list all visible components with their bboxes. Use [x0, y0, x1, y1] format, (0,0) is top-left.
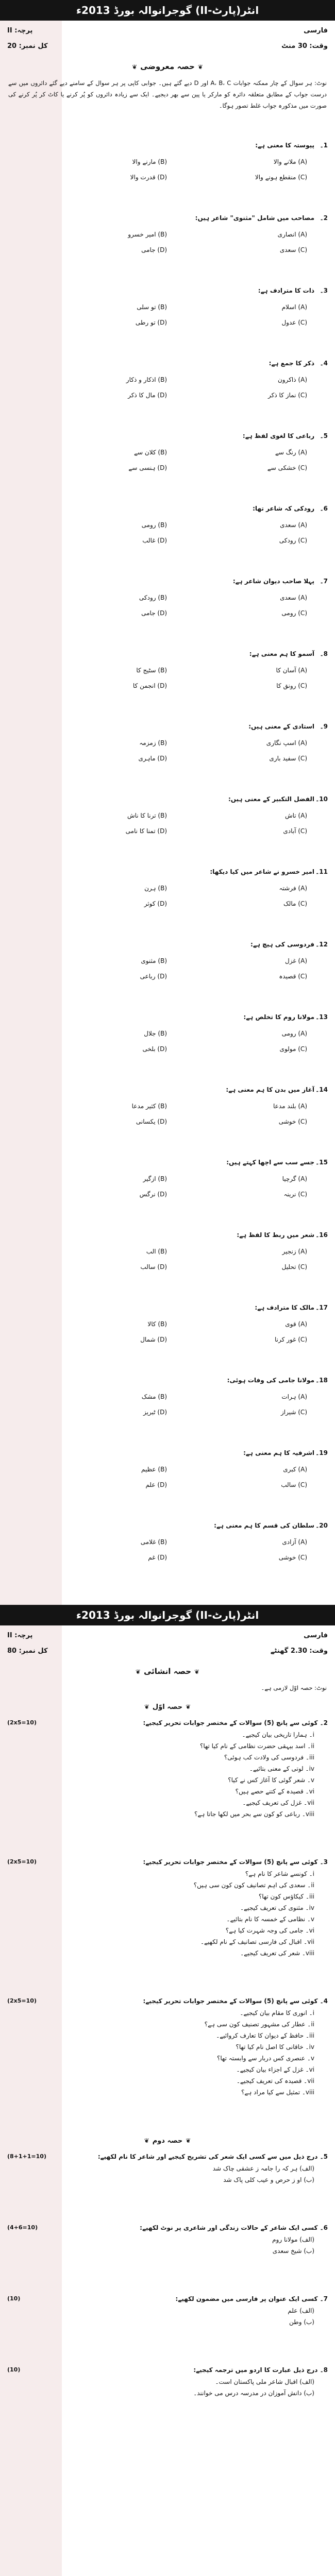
option-d[interactable]: (D) جامی: [141, 246, 167, 253]
option-a[interactable]: (A) فرشتہ: [279, 885, 307, 892]
subjective-banner: انٹر(پارٹ-II) گوجرانوالہ بورڈ 2013ء: [0, 1605, 335, 1625]
sub-question: v۔ نظامی کے خمسہ کا نام بتائیے۔: [226, 1916, 314, 1923]
option-c[interactable]: (C) منقطع ہونے والا: [255, 174, 307, 181]
mcq-question: [7, 941, 328, 1002]
mcq-question: [7, 578, 328, 638]
mcq-question: [7, 505, 328, 566]
long-question-marks: (10): [7, 2366, 21, 2373]
question-text: مولانا روم کا تخلص ہے:: [243, 1013, 314, 1021]
sub-question: (الف) ہر کہ را جامہ ز عشقی چاک شد: [212, 2165, 314, 2172]
option-c[interactable]: (C) رونق کا: [276, 682, 307, 689]
option-c[interactable]: (C) غور کرنا: [275, 1336, 307, 1343]
long-question-marks: (2x5=10): [7, 1719, 37, 1726]
option-d[interactable]: (D) غم: [148, 1554, 167, 1561]
long-question: [7, 2293, 328, 2328]
sub-question: v۔ عنصری کس دربار سے وابستہ تھا؟: [217, 2055, 314, 2062]
long-question-marks: (2x5=10): [7, 1997, 37, 2004]
option-a[interactable]: (A) سعدی: [280, 594, 307, 601]
sub-question: viii۔ شعر کی تعریف کیجیے۔: [240, 1950, 314, 1957]
long-question: [7, 2222, 328, 2257]
subsection-title: ❦ حصہ دوم ❦: [103, 2134, 232, 2147]
option-b[interactable]: (B) جلال: [144, 1030, 167, 1037]
option-d[interactable]: (D) رباعی: [140, 973, 167, 980]
sub-question: (الف) علم: [288, 2307, 314, 2314]
long-question-marks: (4+6=10): [7, 2224, 38, 2231]
option-a[interactable]: (A) ملانے والا: [273, 158, 307, 165]
option-a[interactable]: (A) گرچیا: [282, 1175, 307, 1182]
option-b[interactable]: (B) سٹیج کا: [136, 667, 167, 674]
subjective-subject-row: [7, 1632, 328, 1646]
sub-question: (الف) اقبال شاعر ملی پاکستان است۔: [215, 2378, 314, 2385]
sub-question: vii۔ اقبال کی فارسی تصانیف کے نام لکھیے۔: [200, 1938, 314, 1945]
option-b[interactable]: (B) غلامی: [140, 1538, 167, 1546]
mcq-question: [7, 287, 328, 348]
question-text: جسے سب سے اچھا کہتے ہیں:: [226, 1159, 314, 1166]
option-b[interactable]: (B) تو سلی: [137, 303, 167, 311]
option-d[interactable]: (D) علم: [145, 1481, 167, 1488]
subject-label: فارسی: [304, 27, 328, 35]
mcq-question: [7, 142, 328, 202]
option-a[interactable]: (A) قوی: [285, 1320, 307, 1328]
option-d[interactable]: (D) کوثر: [144, 900, 167, 907]
question-number: 2۔: [320, 214, 328, 222]
question-number: 20۔: [315, 1522, 328, 1529]
sub-question: i۔ ہمارا تاریخی بیان کیجیے۔: [242, 1731, 314, 1738]
question-text: آغاز میں بدن کا ہم معنی ہے:: [226, 1086, 314, 1093]
question-number: 17۔: [315, 1304, 328, 1311]
long-question-text: 5۔ درج ذیل میں سے کسی ایک شعر کی تشریح کیجیے اور شاعر کا نام لکھیے:: [97, 2153, 328, 2160]
long-question-head: [7, 2222, 328, 2234]
long-question-head: [7, 1995, 328, 2007]
long-question-text: 2۔ کوئی سے پانچ (5) سوالات کے مختصر جوابات تحریر کیجیے:: [143, 1719, 328, 1726]
option-d[interactable]: (D) جامی: [141, 609, 167, 617]
sub-question: (الف) مولانا روم: [272, 2236, 314, 2243]
mcq-question: [7, 214, 328, 275]
option-b[interactable]: (B) ترنا کا ناش: [127, 812, 167, 819]
question-number: 8۔: [320, 650, 328, 657]
question-text: آسمو کا ہم معنی ہے:: [249, 650, 314, 657]
option-d[interactable]: (D) ماہری: [138, 755, 167, 762]
option-d[interactable]: (D) انجمن کا: [132, 682, 167, 689]
sub-question: iv۔ لوتی کے معنی بتائیے۔: [249, 1765, 314, 1772]
option-d[interactable]: (D) شمال: [140, 1336, 167, 1343]
question-text: شعر میں ربط کا لفظ ہے:: [237, 1231, 314, 1239]
question-text: استادی کے معنی ہیں:: [248, 723, 314, 730]
marks-label: کل نمبر: 20: [7, 42, 48, 50]
question-number: 9۔: [320, 723, 328, 730]
option-c[interactable]: (C) نرینہ: [283, 1191, 307, 1198]
mcq-question: [7, 795, 328, 856]
option-a[interactable]: (A) رومی: [281, 1030, 307, 1037]
option-b[interactable]: (B) مثنوی: [141, 957, 167, 964]
option-b[interactable]: (B) الب: [146, 1248, 167, 1255]
option-d[interactable]: (D) غالب: [142, 537, 167, 544]
sub-question: viii۔ رباعی کو کون سے بحر میں لکھا جاتا ہے؟: [194, 1810, 314, 1818]
option-a[interactable]: (A) زنجیر: [282, 1248, 307, 1255]
sub-question: vii۔ قصیدہ کی تعریف کیجیے۔: [236, 2077, 314, 2084]
sub-question: (ب) شیخ سعدی: [272, 2247, 314, 2255]
time-label: وقت: 30 منٹ: [281, 42, 328, 50]
long-question-head: [7, 2293, 328, 2305]
time-label-2: وقت: 2.30 گھنٹے: [270, 1647, 328, 1655]
paper-label-2: پرچہ: II: [7, 1632, 33, 1639]
option-a[interactable]: (A) انصاری: [277, 231, 307, 238]
mcq-question: [7, 1304, 328, 1365]
sub-question: iv۔ خاقانی کا اصل نام کیا تھا؟: [236, 2043, 314, 2050]
question-text: سلطان کی قسم کا ہم معنی ہے:: [214, 1522, 314, 1529]
option-c[interactable]: (C) خشکی سے: [267, 464, 307, 471]
question-number: 13۔: [315, 1013, 328, 1021]
long-question-marks: (2x5=10): [7, 1858, 37, 1865]
sub-question: ii۔ اسد بیہقی حضرت نظامی کے نام کیا تھا؟: [199, 1742, 314, 1750]
option-b[interactable]: (B) عظیم: [141, 1466, 167, 1473]
mcq-question: [7, 650, 328, 711]
mcq-question: [7, 1522, 328, 1583]
option-d[interactable]: (D) ہنسی سے: [128, 464, 167, 471]
option-d[interactable]: (D) ٹبریز: [143, 1409, 167, 1416]
subjective-note: نوٹ: حصہ اوّل لازمی ہے۔: [261, 1684, 327, 1691]
sub-question: iii۔ حافظ کے دیوان کا تعارف کروائیے۔: [216, 2032, 314, 2039]
option-c[interactable]: (C) خوشی: [278, 1554, 307, 1561]
option-a[interactable]: (A) کبری: [283, 1466, 307, 1473]
long-question-text: 4۔ کوئی سے پانچ (5) سوالات کے مختصر جوابات تحریر کیجیے:: [143, 1997, 328, 2005]
question-number: 1۔: [320, 142, 328, 149]
option-d[interactable]: (D) بلخی: [142, 1045, 167, 1053]
subsection-title: ❦ حصہ اوّل ❦: [103, 1700, 232, 1714]
long-question-text: 7۔ کسی ایک عنوان پر فارسی میں مضمون لکھیے:: [175, 2295, 328, 2302]
option-c[interactable]: (C) خوشی: [278, 1118, 307, 1125]
option-a[interactable]: (A) آزادی: [282, 1538, 307, 1546]
question-number: 7۔: [320, 578, 328, 585]
option-a[interactable]: (A) سعدی: [280, 521, 307, 529]
question-text: ذات کا مترادف ہے:: [258, 287, 314, 294]
option-c[interactable]: (C) مولوی: [279, 1045, 307, 1053]
question-number: 3۔: [320, 287, 328, 294]
option-b[interactable]: (B) مارنے والا: [132, 158, 167, 165]
subjective-section-title: ❦ حصہ انشائی ❦: [103, 1664, 232, 1679]
question-number: 19۔: [315, 1449, 328, 1456]
option-d[interactable]: (D) نرگس: [139, 1191, 167, 1198]
option-b[interactable]: (B) کلان سے: [133, 449, 167, 456]
mcq-question: [7, 723, 328, 784]
question-number: 16۔: [315, 1231, 328, 1239]
option-c[interactable]: (C) تحلیل: [281, 1263, 307, 1270]
question-number: 4۔: [320, 360, 328, 367]
sub-question: vi۔ جامی کی وجہ شہرت کیا ہے؟: [225, 1927, 314, 1934]
question-text: پہلا صاحب دیوان شاعر ہے:: [232, 578, 314, 585]
sub-question: vii۔ غزل کی تعریف کیجیے۔: [242, 1799, 314, 1806]
question-text: امیر خسرو نے شاعر میں کیا دیکھا:: [210, 868, 314, 875]
sub-question: iv۔ مثنوی کی تعریف کیجیے۔: [240, 1904, 314, 1911]
mcq-question: [7, 1377, 328, 1437]
option-a[interactable]: (A) ہرات: [281, 1393, 307, 1400]
option-a[interactable]: (A) اسلام: [281, 303, 307, 311]
sub-question: i۔ انوری کا مقام بیان کیجیے۔: [240, 2009, 314, 2016]
sub-question: vi۔ قصیدہ کے کتنے حصے ہیں؟: [235, 1788, 314, 1795]
mcq-question: [7, 360, 328, 420]
objective-banner: انٹر(پارٹ-II) گوجرانوالہ بورڈ 2013ء: [0, 0, 335, 21]
long-question-text: 6۔ کسی ایک شاعر کے حالات زندگی اور شاعری پر نوٹ لکھیے:: [140, 2224, 328, 2231]
option-a[interactable]: (A) تاش: [284, 812, 307, 819]
mcq-question: [7, 1086, 328, 1147]
sub-question: iii۔ کیکاؤس کون تھا؟: [258, 1893, 314, 1900]
long-question: [7, 1995, 328, 2098]
question-number: 12۔: [315, 941, 328, 948]
option-d[interactable]: (D) یکسانی: [136, 1118, 167, 1125]
option-c[interactable]: (C) مالک: [283, 900, 307, 907]
question-number: 10۔: [315, 795, 328, 803]
option-b[interactable]: (B) اذکار و ذکار: [126, 376, 167, 383]
long-question-text: 8۔ درج ذیل عبارت کا اردو میں ترجمہ کیجیے:: [193, 2366, 328, 2374]
option-b[interactable]: (B) ہرن: [144, 885, 167, 892]
long-question-text: 3۔ کوئی سے پانچ (5) سوالات کے مختصر جوابات تحریر کیجیے:: [143, 1858, 328, 1866]
option-a[interactable]: (A) اسپ نگاری: [266, 739, 307, 747]
option-d[interactable]: (D) سالب: [140, 1263, 167, 1270]
mcq-question: [7, 1449, 328, 1510]
question-number: 6۔: [320, 505, 328, 512]
subjective-time-row: [7, 1647, 328, 1662]
option-c[interactable]: (C) عدول: [281, 319, 307, 326]
option-c[interactable]: (C) سالب: [281, 1481, 307, 1488]
question-text: پیوستہ کا معنی ہے:: [255, 142, 314, 149]
long-question-head: [7, 1856, 328, 1868]
sub-question: vi۔ غزل کے اجزاء بیان کیجیے۔: [236, 2066, 314, 2073]
sub-question: ii۔ سعدی کی اہم تصانیف کون کون سی ہیں؟: [193, 1882, 314, 1889]
question-text: فردوسی کی ہیچ ہے:: [250, 941, 314, 948]
option-c[interactable]: (C) رودکی: [279, 537, 307, 544]
option-c[interactable]: (C) آبادی: [283, 827, 307, 835]
option-c[interactable]: (C) سفید باری: [269, 755, 307, 762]
option-b[interactable]: (B) کثیر مدعا: [131, 1103, 167, 1110]
option-c[interactable]: (C) شیراز: [281, 1409, 307, 1416]
question-text: الفضل التکبیر کے معنی ہیں:: [228, 795, 314, 803]
subject-label-2: فارسی: [304, 1632, 328, 1639]
sub-question: (ب) او ز حرص و عیب کلی پاک شد: [223, 2176, 314, 2183]
objective-subject-row: [7, 27, 328, 41]
option-c[interactable]: (C) رومی: [281, 609, 307, 617]
option-c[interactable]: (C) سعدی: [279, 246, 307, 253]
question-text: رباعی کا لغوی لفظ ہے:: [242, 432, 314, 439]
long-question: [7, 2150, 328, 2185]
question-number: 5۔: [320, 432, 328, 439]
question-number: 15۔: [315, 1159, 328, 1166]
question-number: 14۔: [315, 1086, 328, 1093]
option-b[interactable]: (B) کالا: [147, 1320, 167, 1328]
option-d[interactable]: (D) تو رطی: [135, 319, 167, 326]
option-d[interactable]: (D) قدرت والا: [130, 174, 167, 181]
long-question: [7, 1717, 328, 1820]
question-text: مولانا جامی کی وفات ہوئی:: [227, 1377, 314, 1384]
mcq-question: [7, 868, 328, 929]
sub-question: (ب) وطن: [289, 2318, 314, 2326]
question-number: 11۔: [315, 868, 328, 875]
long-question-head: [7, 1717, 328, 1729]
option-b[interactable]: (B) زمزمہ: [139, 739, 167, 747]
long-question-head: [7, 2364, 328, 2376]
question-text: رودکی کہ شاعر تھا:: [253, 505, 314, 512]
option-c[interactable]: (C) قصیدہ: [279, 973, 307, 980]
mcq-question: [7, 1159, 328, 1219]
option-d[interactable]: (D) مال کا ذکر: [128, 392, 167, 399]
option-b[interactable]: (B) رودکی: [139, 594, 167, 601]
sub-question: ii۔ عطار کی مشہور تصنیف کون سی ہے؟: [204, 2021, 314, 2028]
long-question: [7, 1856, 328, 1959]
option-a[interactable]: (A) بلند مدعا: [273, 1103, 307, 1110]
option-b[interactable]: (B) رومی: [141, 521, 167, 529]
option-a[interactable]: (A) غزل: [284, 957, 307, 964]
mcq-question: [7, 1231, 328, 1292]
marks-label-2: کل نمبر: 80: [7, 1647, 48, 1655]
mcq-question: [7, 1013, 328, 1074]
question-text: مصاحب میں شامل "مثنوی" شاعر ہیں:: [195, 214, 314, 222]
objective-section-title: ❦ حصہ معروضی ❦: [103, 59, 232, 74]
option-c[interactable]: (C) نماز کا ذکر: [268, 392, 307, 399]
option-d[interactable]: (D) تمنا کا نامی: [125, 827, 167, 835]
long-question: [7, 2364, 328, 2399]
objective-instructions: نوٹ: ہر سوال کے چار ممکنہ جوابات A، B، C اور D دیے گئے ہیں۔ جوابی کاپی پر ہر سوال کے سامنے دیے گئے دائروں میں سے درست جواب کے مطابق متعلقہ دائرہ کو مارکر یا پین سے بھر دیجیے۔ ایک سے زیادہ دائروں کو پُر کرنے یا کاٹ کر پُر کرنے کی صورت میں مذکورہ جواب غلط تصور ہوگا۔: [8, 79, 327, 109]
long-question-head: [7, 2150, 328, 2163]
sub-question: viii۔ تمثیل سے کیا مراد ہے؟: [241, 2089, 314, 2096]
paper-label: پرچہ: II: [7, 27, 33, 35]
option-b[interactable]: (B) مشک: [141, 1393, 167, 1400]
sub-question: iii۔ فردوسی کی ولادت کب ہوئی؟: [224, 1754, 314, 1761]
sub-question: (ب) دانش آموزان در مدرسہ درس می خوانند۔: [193, 2389, 314, 2397]
long-question-marks: (10): [7, 2295, 21, 2302]
option-b[interactable]: (B) ازگیر: [143, 1175, 167, 1182]
option-a[interactable]: (A) رنگ سے: [275, 449, 307, 456]
option-a[interactable]: (A) آسان کا: [276, 667, 307, 674]
long-question-marks: (8+1+1=10): [7, 2153, 46, 2160]
option-b[interactable]: (B) امیر خسرو: [128, 231, 167, 238]
option-a[interactable]: (A) ذاکرون: [277, 376, 307, 383]
question-text: مالک کا مترادف ہے:: [255, 1304, 314, 1311]
objective-time-row: [7, 42, 328, 57]
question-number: 18۔: [315, 1377, 328, 1384]
sub-question: i۔ کونسے شاعر کا نام ہے؟: [245, 1870, 314, 1877]
question-text: اشرفیہ کا ہم معنی ہے:: [243, 1449, 314, 1456]
sub-question: v۔ شعر گوئی کا آغاز کس نے کیا؟: [228, 1776, 314, 1784]
mcq-question: [7, 432, 328, 493]
question-text: ذکر کا جمع ہے:: [269, 360, 314, 367]
